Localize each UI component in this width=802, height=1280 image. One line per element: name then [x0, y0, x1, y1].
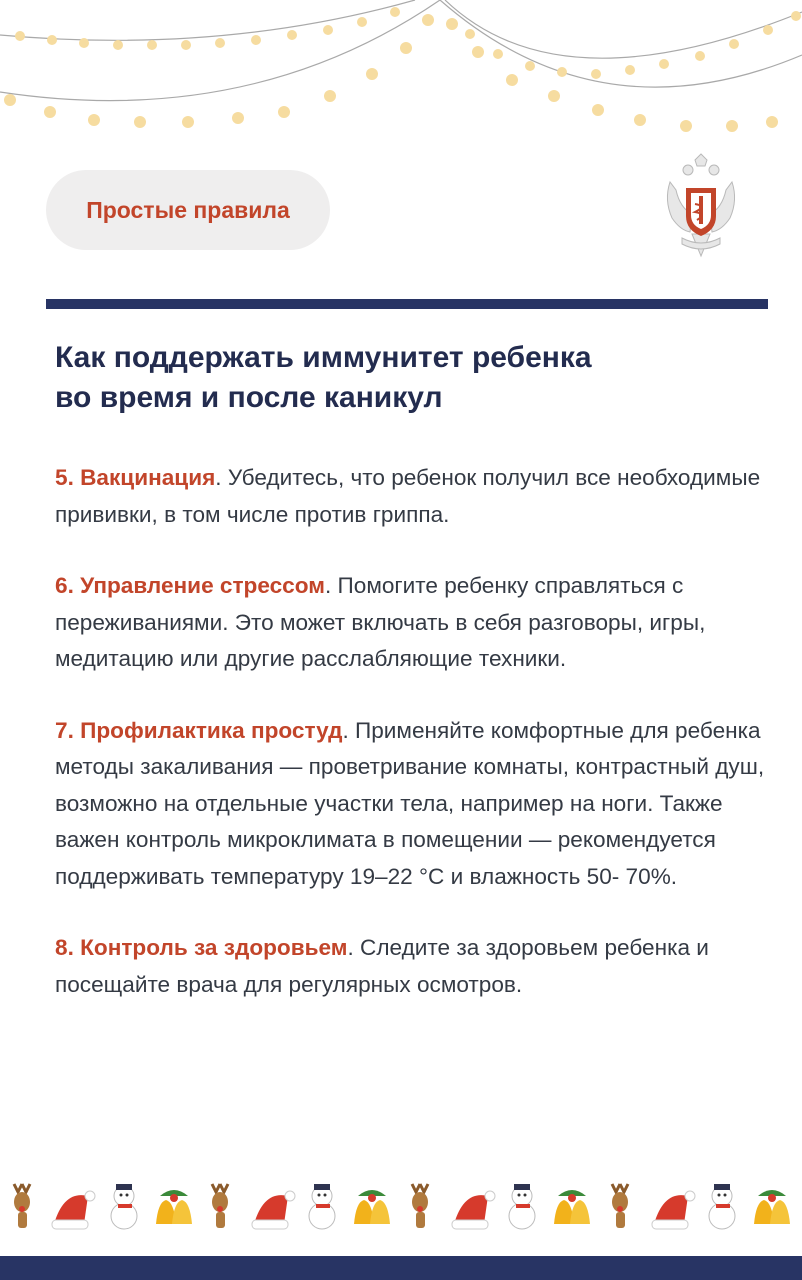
item-text: . Убедитесь, что ребенок получил все необходимые прививки, в том числе против гриппа.: [55, 465, 761, 527]
rules-list: [55, 460, 775, 1038]
list-item: [55, 930, 775, 1003]
item-text: . Помогите ребенку справляться с переживаниями. Это может включать в себя разговоры, игры, медитацию или другие расслабляющие техники.: [55, 573, 706, 671]
list-item: [55, 713, 775, 896]
category-badge-label: Простые правила: [86, 196, 290, 223]
footer-bar: [0, 1256, 802, 1280]
item-heading: 8. Контроль за здоровьем: [55, 935, 348, 960]
ministry-of-health-emblem-icon: [662, 152, 740, 264]
divider: [46, 299, 768, 309]
item-heading: 6. Управление стрессом: [55, 573, 325, 598]
category-badge: [46, 170, 330, 250]
title-line-1: Как поддержать иммунитет ребенка: [55, 341, 592, 374]
item-heading: 7. Профилактика простуд: [55, 717, 343, 743]
item-text: . Применяйте комфортные для ребенка методы закаливания — проветривание комнаты, контрастный душ, возможно на отдельные участки тела, например на ноги. Также важен контроль микроклимата в помещении — рекомендуется поддерживать температуру 19–22 °C и влажность 50- 70%.: [55, 717, 765, 889]
list-item: [55, 460, 775, 533]
garland-lights-icon: [0, 0, 802, 140]
list-item: [55, 568, 775, 678]
item-heading: 5. Вакцинация: [55, 465, 216, 490]
title-line-2: во время и после каникул: [55, 381, 443, 414]
item-text: . Следите за здоровьем ребенка и посещайте врача для регулярных осмотров.: [55, 935, 709, 997]
page-title: [55, 338, 755, 418]
holiday-decor-row: [0, 1170, 802, 1234]
